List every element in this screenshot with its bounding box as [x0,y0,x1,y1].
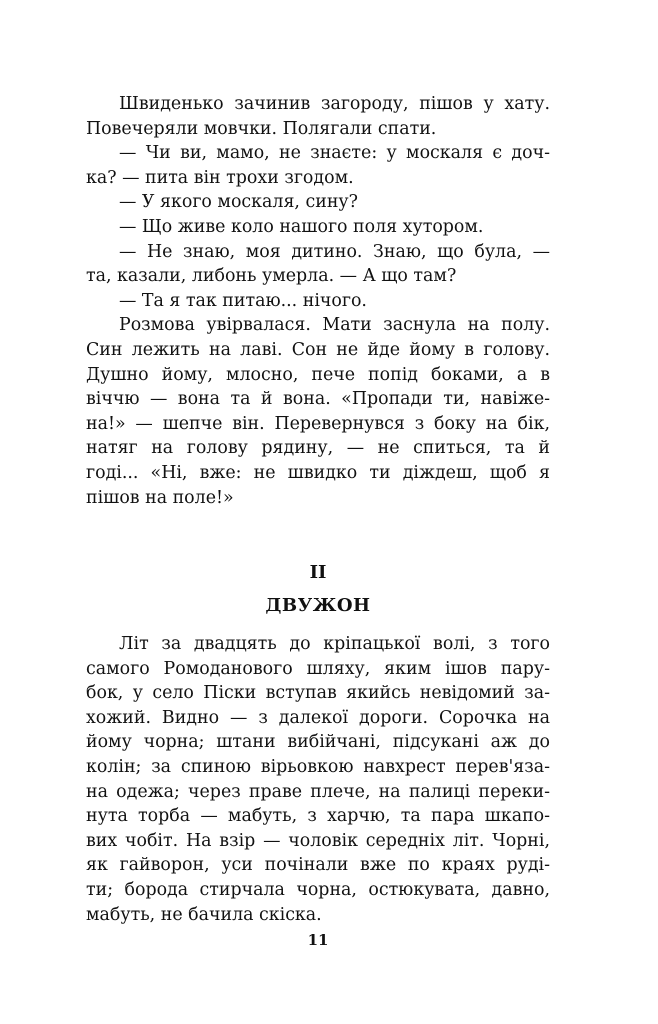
text-line: колін; за спиною вірьовкою навхрест перев'яза- [86,756,550,777]
text-line: — Не знаю, моя дитино. Знаю, що була, — [119,241,550,262]
text-line: — Що живе коло нашого поля хутором. [119,216,484,237]
text-line: на одежа; через праве плече, на палиці переки- [86,781,550,802]
text-line: годі... «Ні, вже: не швидко ти діждеш, щоб я [86,462,550,483]
text-line: — Чи ви, мамо, не знаєте: у москаля є доч- [119,143,550,164]
text-line: — У якого москаля, сину? [119,192,358,213]
text-line: — Та я так питаю... нічого. [119,290,367,311]
text-line: вих чобіт. На взір — чоловік середніх літ. Чорні, [86,830,550,851]
text-line: Повечеряли мовчки. Полягали спати. [86,118,437,139]
text-line: віччю — вона та й вона. «Пропади ти, навіже- [86,389,550,410]
chapter-title: ДВУЖОН [265,595,371,616]
text-line: йому чорна; штани вибійчані, підсукані аж до [86,732,550,753]
text-line: пішов на поле!» [86,487,234,508]
text-line: як гайворон, уси почінали вже по краях руді- [86,855,550,876]
text-line: Літ за двадцять до кріпацької волі, з того [119,634,550,654]
text-line: мабуть, не бачила скіска. [86,904,322,925]
text-line: Син лежить на лаві. Сон не йде йому в голову. [86,339,550,360]
text-block-chapter [86,632,550,927]
text-line: ти; борода стирчала чорна, остюкувата, давно, [86,879,550,900]
text-line: на!» — шепче він. Перевернувся з боку на бік, [86,413,550,434]
text-line: та, казали, либонь умерла. — А що там? [86,266,457,287]
text-line: нута торба — мабуть, з харчю, та пара шкапо- [86,806,550,827]
text-line: Швиденько зачинив загороду, пішов у хату. [119,94,550,114]
text-line: натяг на голову рядину, — не спиться, та й [86,438,550,459]
text-line: самого Ромоданового шляху, яким ішов пару- [86,658,550,679]
text-line: Душно йому, млосно, пече попід боками, а в [86,364,550,385]
text-line: бок, у село Піски вступав якийсь невідомий за- [86,683,550,704]
page-number: 11 [307,931,329,949]
chapter-number: II [309,562,327,583]
text-line: ка? — пита він трохи згодом. [86,167,354,188]
text-line: Розмова увірвалася. Мати заснула на полу. [119,315,550,336]
text-line: хожий. Видно — з далекої дороги. Сорочка на [86,707,550,728]
text-block-continuation [86,92,550,510]
